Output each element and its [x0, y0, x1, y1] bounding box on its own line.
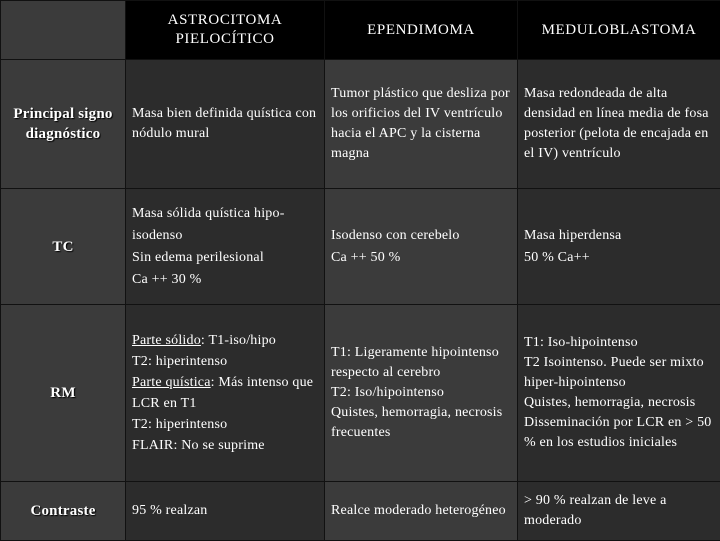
cell-line: T2: Iso/hipointenso: [331, 383, 511, 403]
rm-solid-label: Parte sólido: [132, 333, 201, 348]
table-row: [1, 305, 720, 482]
table-row: [1, 482, 720, 541]
cell-line: Realce moderado heterogéneo: [331, 501, 511, 521]
rm-cystic-line: [132, 372, 318, 414]
cell-line: Masa sólida quística hipo-isodenso: [132, 203, 318, 247]
cell-medulo-tc: [518, 189, 720, 305]
header-row: [1, 1, 720, 60]
cell-epend-rm: [325, 305, 518, 482]
cell-line: Quistes, hemorragia, necrosis: [524, 393, 714, 413]
cell-line: Ca ++ 50 %: [331, 247, 511, 269]
column-header-ependimoma: EPENDIMOMA: [325, 1, 518, 60]
row-header-signo: Principal signo diagnóstico: [1, 60, 126, 189]
cell-line: Masa hiperdensa: [524, 225, 714, 247]
cell-astro-signo: [126, 60, 325, 189]
row-header-contraste: Contraste: [1, 482, 126, 541]
cell-medulo-contraste: [518, 482, 720, 541]
cell-line: Masa redondeada de alta densidad en línea media de fosa posterior (pelota de encajada en el IV) ventrículo: [524, 84, 714, 164]
cell-line: Tumor plástico que desliza por los orificios del IV ventrículo hacia el APC y la cisterna magna: [331, 84, 511, 164]
cell-line: Disseminación por LCR en > 50 % en los estudios iniciales: [524, 413, 714, 453]
cell-line: T1: Ligeramente hipointenso respecto al cerebro: [331, 343, 511, 383]
cell-astro-rm: [126, 305, 325, 482]
cell-line: T1: Iso-hipointenso: [524, 333, 714, 353]
cell-epend-contraste: [325, 482, 518, 541]
cell-line: 95 % realzan: [132, 501, 318, 521]
cell-line: > 90 % realzan de leve a moderado: [524, 491, 714, 531]
cell-medulo-signo: [518, 60, 720, 189]
cell-line: T2: hiperintenso: [132, 351, 318, 372]
cell-astro-tc: [126, 189, 325, 305]
cell-line: Isodenso con cerebelo: [331, 225, 511, 247]
cell-epend-signo: [325, 60, 518, 189]
cell-medulo-rm: [518, 305, 720, 482]
corner-cell: [1, 1, 126, 60]
row-header-tc: TC: [1, 189, 126, 305]
rm-cystic-rest: : Más intenso que LCR en T1: [132, 375, 313, 411]
rm-cystic-label: Parte quística: [132, 375, 211, 390]
column-header-meduloblastoma: MEDULOBLASTOMA: [518, 1, 720, 60]
cell-line: T2 Isointenso. Puede ser mixto hiper-hipointenso: [524, 353, 714, 393]
cell-astro-contraste: [126, 482, 325, 541]
cell-line: Sin edema perilesional: [132, 247, 318, 269]
rm-solid-rest: : T1-iso/hipo: [201, 333, 276, 348]
table-row: [1, 189, 720, 305]
row-header-rm: RM: [1, 305, 126, 482]
cell-epend-tc: [325, 189, 518, 305]
cell-line: 50 % Ca++: [524, 247, 714, 269]
cell-line: Ca ++ 30 %: [132, 269, 318, 291]
cell-line: Masa bien definida quística con nódulo mural: [132, 104, 318, 144]
cell-line: T2: hiperintenso: [132, 414, 318, 435]
rm-solid-line: [132, 330, 318, 351]
column-header-astrocitoma: ASTROCITOMA PIELOCÍTICO: [126, 1, 325, 60]
cell-line: Quistes, hemorragia, necrosis frecuentes: [331, 403, 511, 443]
table-row: [1, 60, 720, 189]
cell-line: FLAIR: No se suprime: [132, 435, 318, 456]
